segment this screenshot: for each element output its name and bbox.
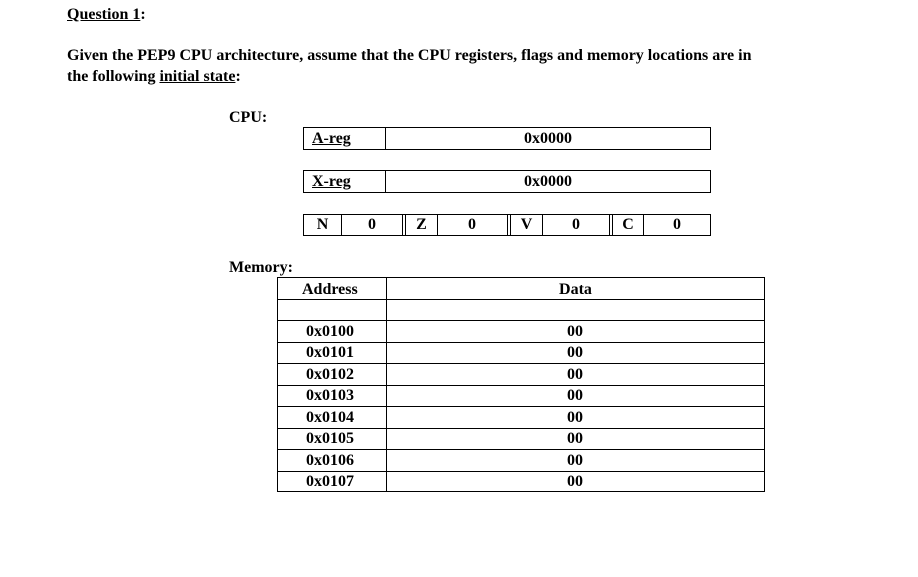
flag-divider (402, 215, 403, 235)
memory-address: 0x0101 (306, 344, 354, 361)
memory-row (278, 342, 764, 363)
memory-data: 00 (567, 387, 583, 404)
data-header: Data (559, 281, 592, 298)
memory-row (278, 385, 764, 406)
memory-address: 0x0104 (306, 409, 354, 426)
memory-address: 0x0105 (306, 430, 354, 447)
memory-data: 00 (567, 473, 583, 490)
question-colon: : (140, 6, 146, 23)
flag-c-value: 0 (673, 216, 681, 233)
initial-state-text: initial state (159, 68, 236, 85)
register-x-name: X-reg (312, 172, 351, 190)
memory-data: 00 (567, 409, 583, 426)
flag-divider (609, 215, 610, 235)
flag-n-value: 0 (368, 216, 376, 233)
flags-row (303, 214, 711, 236)
memory-address: 0x0102 (306, 366, 354, 383)
address-header: Address (302, 281, 358, 298)
intro-line-2-suffix: : (235, 68, 241, 85)
register-a-name: A-reg (312, 129, 351, 147)
memory-label: Memory: (229, 259, 293, 276)
cpu-label: CPU: (229, 109, 268, 126)
flag-c-name: C (622, 216, 634, 233)
question-number: Question 1 (67, 6, 141, 23)
memory-address: 0x0100 (306, 323, 354, 340)
header-divider (278, 299, 764, 300)
memory-table (277, 277, 765, 492)
memory-address: 0x0103 (306, 387, 354, 404)
flag-z-name: Z (416, 216, 427, 233)
memory-row (278, 407, 764, 428)
memory-address: 0x0106 (306, 452, 354, 469)
memory-address: 0x0107 (306, 473, 354, 490)
register-x (303, 170, 711, 193)
question-heading (67, 6, 146, 24)
memory-row (278, 428, 764, 449)
flag-v-name: V (520, 216, 533, 233)
flag-z-value: 0 (468, 216, 476, 233)
register-x-value: 0x0000 (524, 172, 572, 190)
flag-v-value: 0 (572, 216, 580, 233)
intro-line-2-prefix: the following (67, 68, 160, 85)
memory-data: 00 (567, 344, 583, 361)
memory-row (278, 321, 764, 342)
intro-line-2 (67, 68, 241, 86)
register-a-value: 0x0000 (524, 129, 572, 147)
flag-n-name: N (316, 216, 329, 233)
memory-row (278, 364, 764, 385)
register-a (303, 127, 711, 150)
memory-row (278, 450, 764, 471)
flag-divider (507, 215, 508, 235)
intro-line-1: Given the PEP9 CPU architecture, assume that the CPU registers, flags and memory locations are in (67, 47, 752, 64)
memory-row (278, 471, 764, 492)
memory-data: 00 (567, 430, 583, 447)
memory-data: 00 (567, 366, 583, 383)
memory-data: 00 (567, 323, 583, 340)
memory-data: 00 (567, 452, 583, 469)
